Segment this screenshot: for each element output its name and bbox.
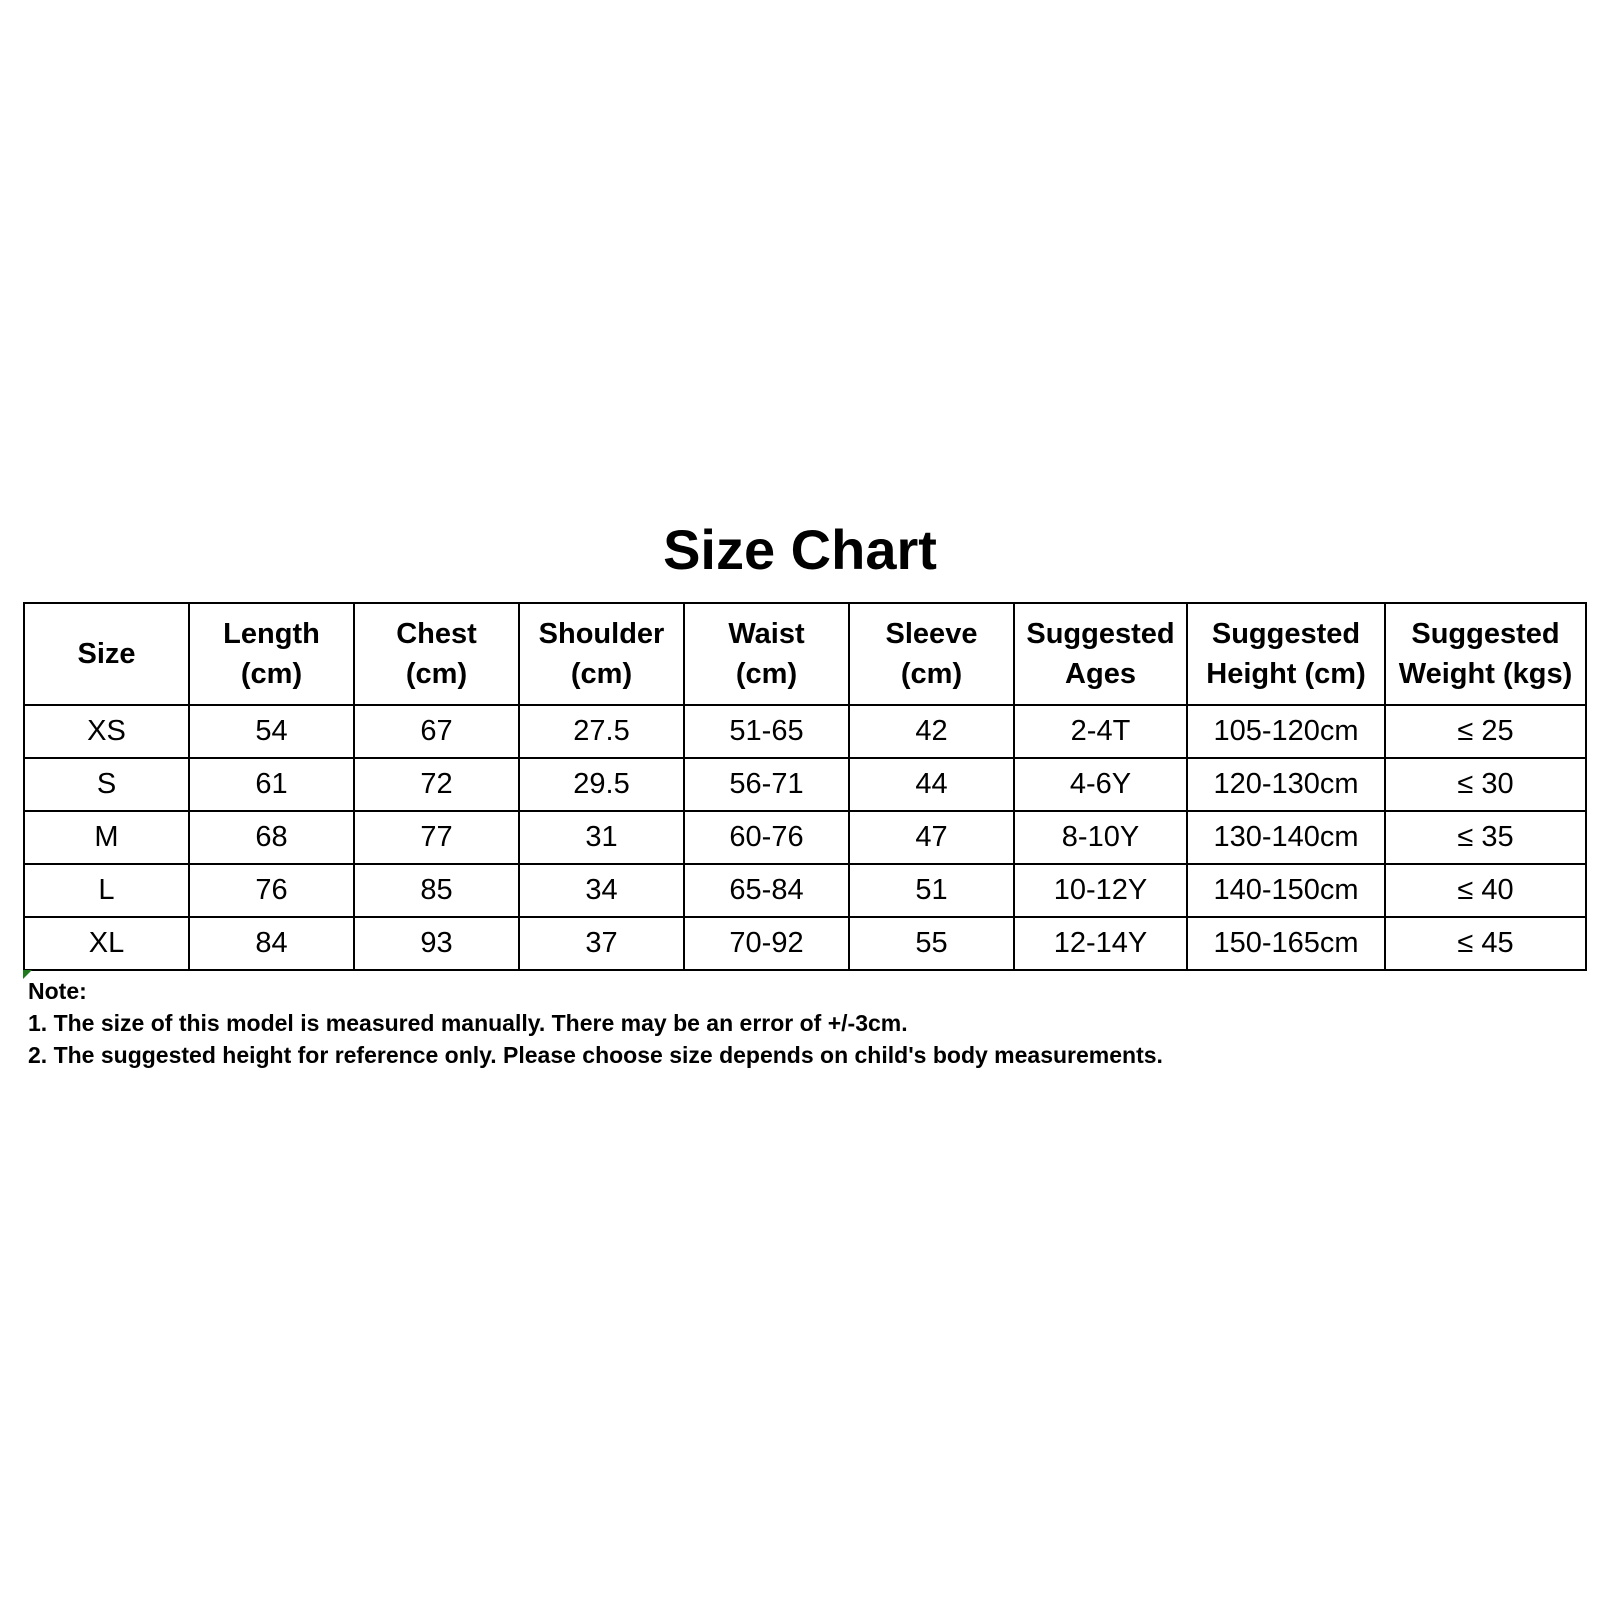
table-header-row [24, 603, 1586, 705]
cell-size: L [24, 864, 189, 917]
cell-ages: 4-6Y [1014, 758, 1187, 811]
cell-weight: ≤ 40 [1385, 864, 1586, 917]
cell-shoulder: 27.5 [519, 705, 684, 758]
table-row [24, 705, 1586, 758]
cell-length: 68 [189, 811, 354, 864]
table-row [24, 917, 1586, 970]
cell-height: 140-150cm [1187, 864, 1385, 917]
cell-sleeve: 47 [849, 811, 1014, 864]
cell-shoulder: 31 [519, 811, 684, 864]
table-row [24, 864, 1586, 917]
cell-weight: ≤ 45 [1385, 917, 1586, 970]
cell-chest: 77 [354, 811, 519, 864]
cell-ages: 12-14Y [1014, 917, 1187, 970]
cell-size: XS [24, 705, 189, 758]
cell-height: 150-165cm [1187, 917, 1385, 970]
header-length: Length (cm) [189, 603, 354, 705]
cell-waist: 70-92 [684, 917, 849, 970]
cell-waist: 51-65 [684, 705, 849, 758]
header-sleeve: Sleeve (cm) [849, 603, 1014, 705]
header-waist: Waist (cm) [684, 603, 849, 705]
table-row [24, 811, 1586, 864]
header-size: Size [24, 603, 189, 705]
header-suggested-height: Suggested Height (cm) [1187, 603, 1385, 705]
notes-heading: Note: [28, 978, 87, 1004]
cell-size: XL [24, 917, 189, 970]
cell-size: S [24, 758, 189, 811]
cell-size: M [24, 811, 189, 864]
cell-weight: ≤ 25 [1385, 705, 1586, 758]
cell-height: 105-120cm [1187, 705, 1385, 758]
cell-height: 130-140cm [1187, 811, 1385, 864]
cell-ages: 8-10Y [1014, 811, 1187, 864]
cell-sleeve: 44 [849, 758, 1014, 811]
cell-sleeve: 51 [849, 864, 1014, 917]
cell-waist: 56-71 [684, 758, 849, 811]
cell-ages: 10-12Y [1014, 864, 1187, 917]
page-title: Size Chart [663, 518, 937, 581]
header-shoulder: Shoulder (cm) [519, 603, 684, 705]
cell-sleeve: 55 [849, 917, 1014, 970]
cell-sleeve: 42 [849, 705, 1014, 758]
cell-length: 84 [189, 917, 354, 970]
cell-length: 76 [189, 864, 354, 917]
cell-waist: 60-76 [684, 811, 849, 864]
cell-length: 61 [189, 758, 354, 811]
note-line-1: 1. The size of this model is measured manually. There may be an error of +/-3cm. [28, 1010, 908, 1036]
header-suggested-weight: Suggested Weight (kgs) [1385, 603, 1586, 705]
header-chest: Chest (cm) [354, 603, 519, 705]
cell-chest: 85 [354, 864, 519, 917]
note-line-2: 2. The suggested height for reference only. Please choose size depends on child's body measurements. [28, 1042, 1163, 1068]
size-chart-table [23, 602, 1587, 971]
cell-weight: ≤ 30 [1385, 758, 1586, 811]
cell-chest: 67 [354, 705, 519, 758]
cell-waist: 65-84 [684, 864, 849, 917]
cell-height: 120-130cm [1187, 758, 1385, 811]
cell-weight: ≤ 35 [1385, 811, 1586, 864]
cell-shoulder: 29.5 [519, 758, 684, 811]
cell-chest: 93 [354, 917, 519, 970]
cell-shoulder: 34 [519, 864, 684, 917]
header-suggested-ages: Suggested Ages [1014, 603, 1187, 705]
cell-length: 54 [189, 705, 354, 758]
notes-section [28, 975, 1568, 1071]
table-row [24, 758, 1586, 811]
cell-shoulder: 37 [519, 917, 684, 970]
cell-ages: 2-4T [1014, 705, 1187, 758]
cell-chest: 72 [354, 758, 519, 811]
